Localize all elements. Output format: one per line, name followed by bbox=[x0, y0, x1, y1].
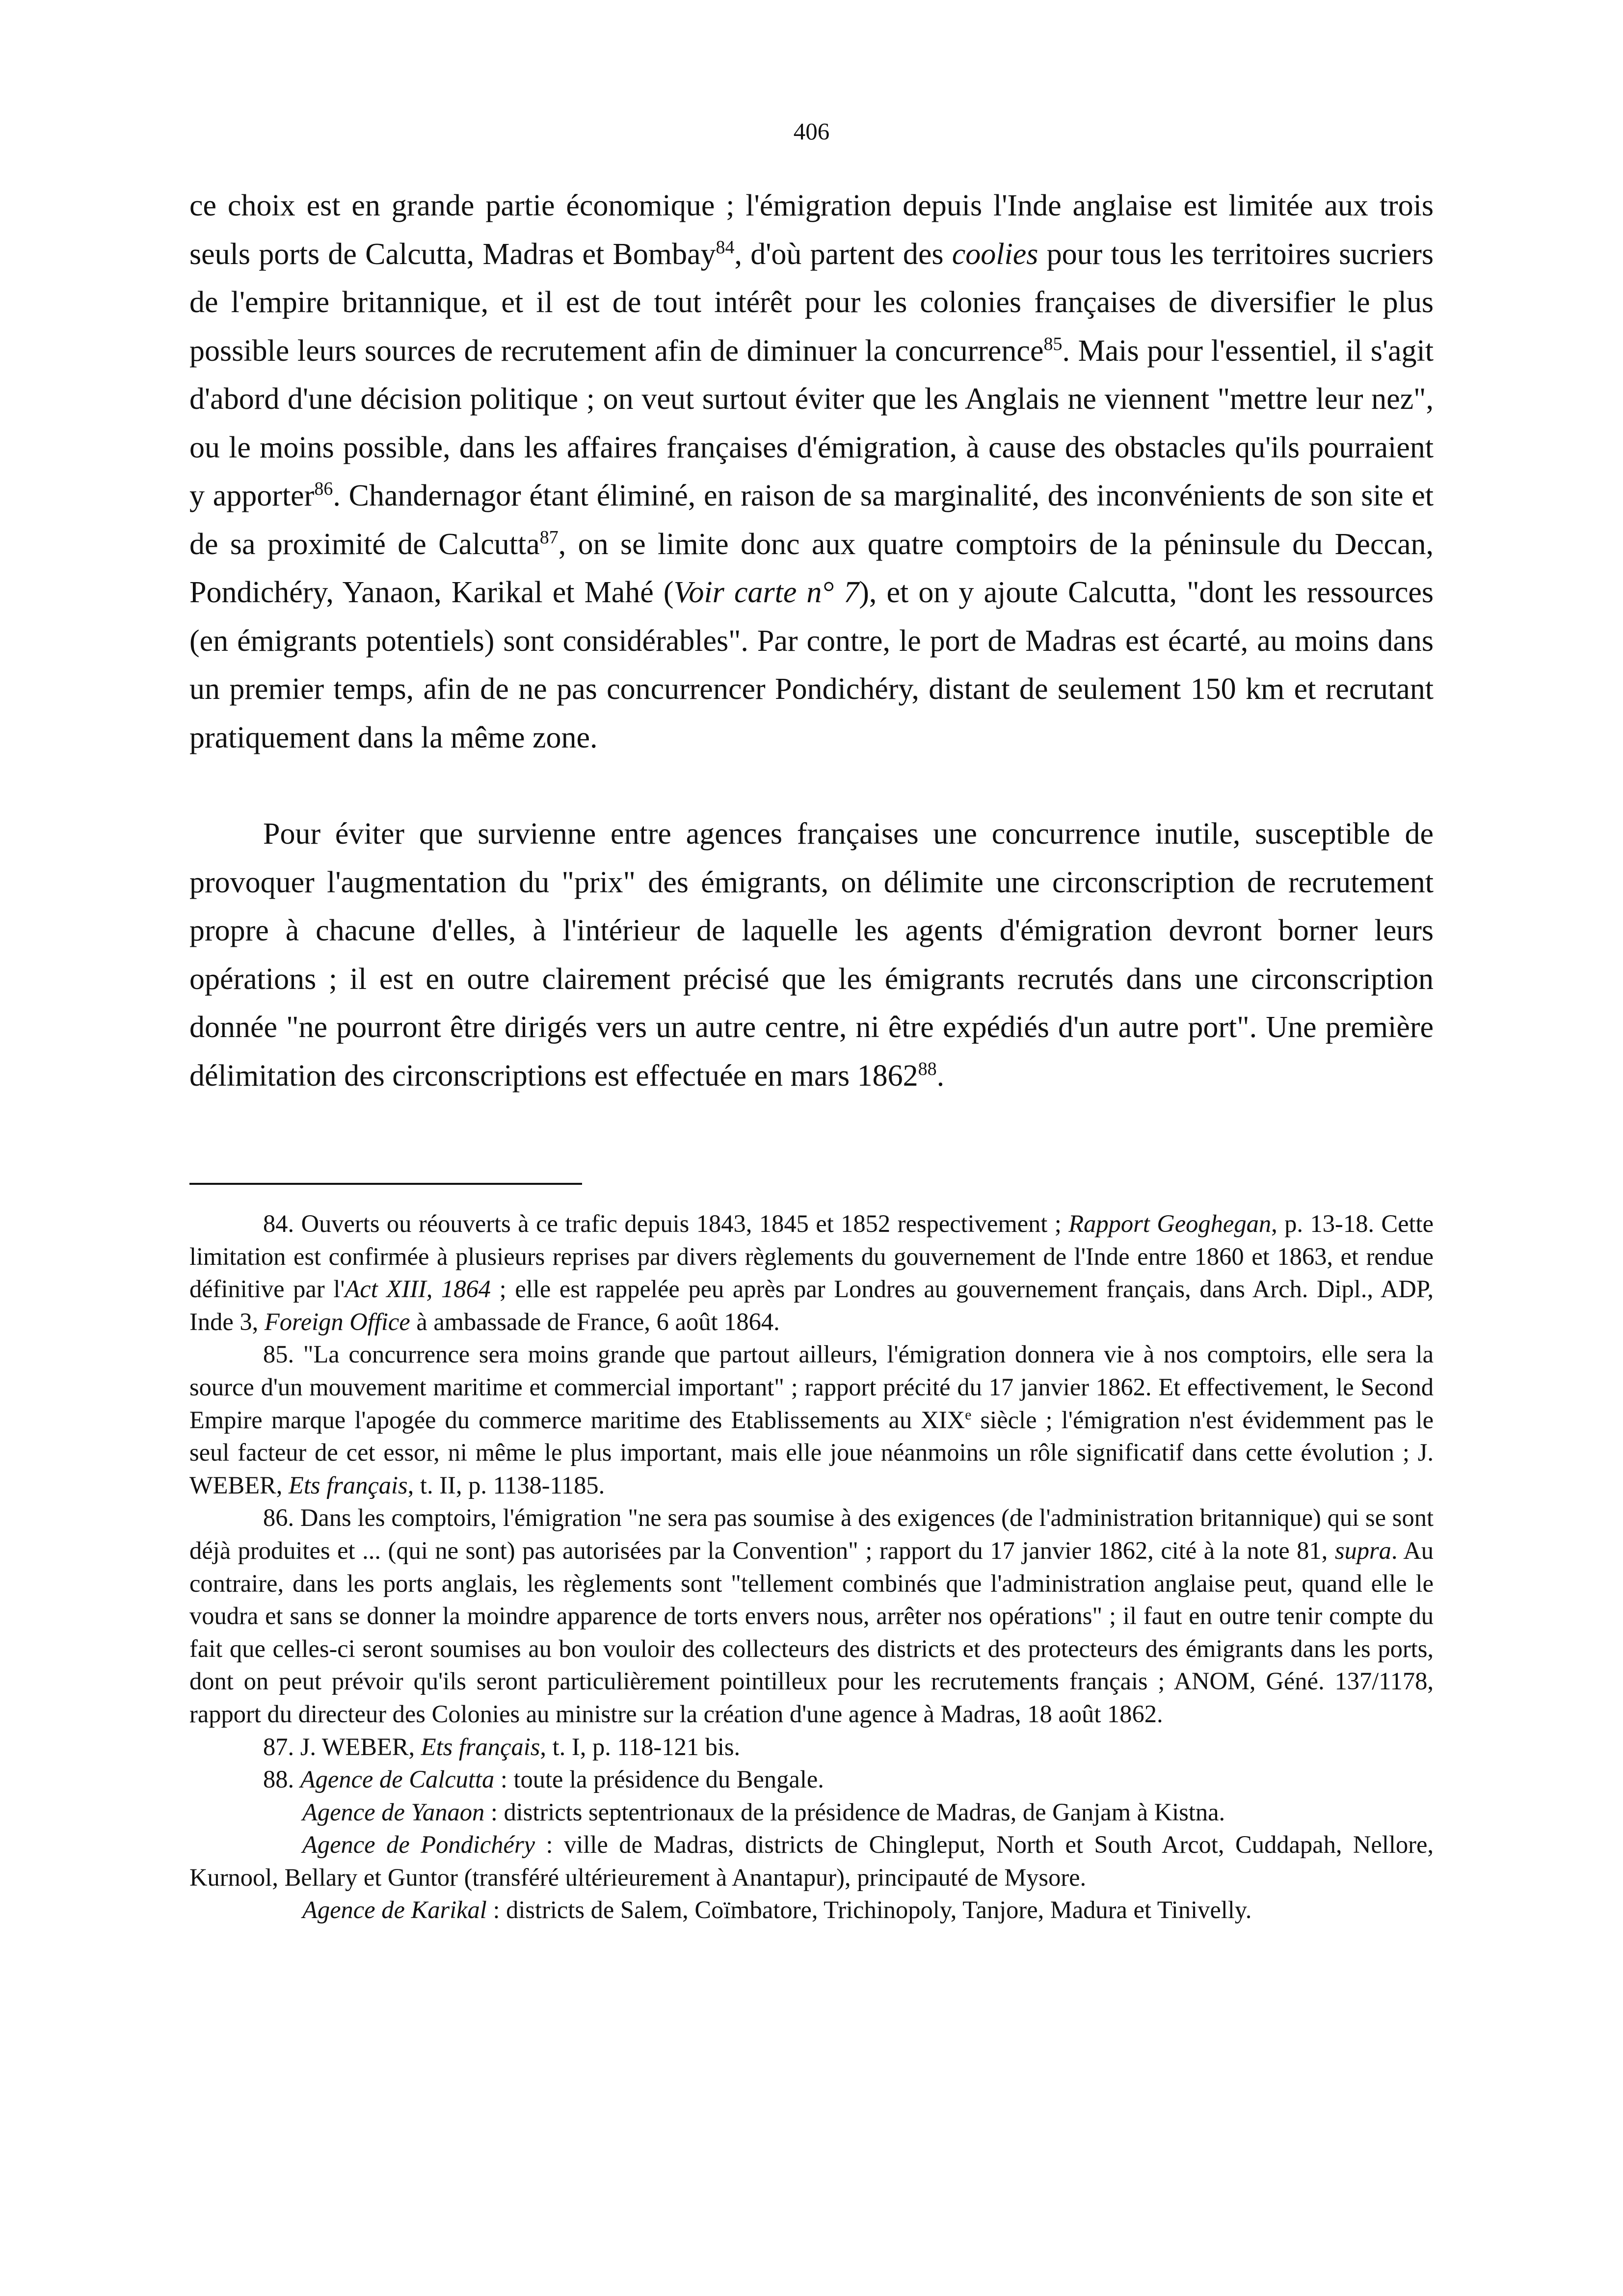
footnote-88 bbox=[189, 1763, 1434, 1796]
footnote-ref-85: 85 bbox=[1043, 333, 1063, 354]
superscript: e bbox=[965, 1406, 972, 1423]
text-run: 88. bbox=[263, 1765, 300, 1793]
footnote-84 bbox=[189, 1207, 1434, 1338]
footnote-ref-88: 88 bbox=[918, 1058, 937, 1079]
map-reference: Voir carte n° 7 bbox=[673, 576, 859, 609]
text-run: Pour éviter que survienne entre agences françaises une concurrence inutile, susceptible de provoquer l'augmentation du "prix" des émigrants, on délimite une circonscription de recrutement propre à chacune d'elles, à l'intérieur de laquelle les agents d'émigration devront borner leurs opérations ; il est en outre clairement précisé que les émigrants recrutés dans une circonscription donnée "ne pourront être dirigés vers un autre centre, ni être expédiés d'un autre port". Une première délimitation des circonscriptions est effectuée en mars 1862 bbox=[189, 817, 1434, 1093]
italic-title: Act XIII, 1864 bbox=[345, 1275, 491, 1303]
text-run: : districts septentrionaux de la présidence de Madras, de Ganjam à Kistna. bbox=[484, 1798, 1225, 1826]
italic-title: Foreign Office bbox=[264, 1308, 410, 1335]
text-run: , d'où partent des bbox=[734, 237, 952, 271]
italic-term: supra bbox=[1334, 1536, 1391, 1564]
italic-title: Rapport Geoghegan bbox=[1068, 1210, 1272, 1237]
footnote-ref-86: 86 bbox=[314, 479, 333, 499]
text-run: : ville de Madras, districts de Chingleput, North et South Arcot, Cuddapah, Nellore, Kurnool, Bellary et Guntor (transféré ultérieurement à Anantapur), principauté de Mysore. bbox=[189, 1831, 1434, 1891]
text-run: , p. 13-18. Cette limitation est confirmée à plusieurs reprises par divers règlements du gouvernement de l'Inde entre 1860 et 1863, et rendue définitive par l' bbox=[189, 1210, 1434, 1303]
text-run: . Au contraire, dans les ports anglais, les règlements sont "tellement combinés que l'administration anglaise peut, quand elle le voudra et sans se donner la moindre apparence de torts envers nous, arrêter nos opérations" ; il faut en outre tenir compte du fait que celles-ci seront soumises au bon vouloir des collecteurs des districts et des protecteurs des émigrants dans les ports, dont on peut prévoir qu'ils seront particulièrement pointilleux pour les recrutements français ; ANOM, Géné. 137/1178, rapport du directeur des Colonies au ministre sur la création d'une agence à Madras, 18 août 1862. bbox=[189, 1536, 1434, 1728]
text-run: . Mais pour l'essentiel, il s'agit d'abord d'une décision politique ; on veut surtout éviter que les Anglais ne viennent "mettre leur nez", ou le moins possible, dans les affaires françaises d'émigration, à cause des obstacles qu'ils pourraient y apporter bbox=[189, 334, 1434, 512]
text-run: 86. Dans les comptoirs, l'émigration "ne sera pas soumise à des exigences (de l'administration britannique) qui se sont déjà produites et ... (qui ne sont) pas autorisées par la Convention" ; rapport du 17 janvier 1862, cité à la note 81, bbox=[189, 1504, 1434, 1564]
agency-label-yanaon: Agence de Yanaon bbox=[302, 1798, 485, 1826]
text-run: . Chandernagor étant éliminé, en raison de sa marginalité, des inconvénients de son site et de sa proximité de Calcutta bbox=[189, 479, 1434, 561]
footnote-88-pondichery bbox=[189, 1828, 1434, 1894]
italic-title: Ets français bbox=[421, 1733, 540, 1761]
text-run: , t. II, p. 1138-1185. bbox=[407, 1471, 605, 1499]
footnote-88-karikal bbox=[189, 1894, 1434, 1926]
text-run: 85. "La concurrence sera moins grande que partout ailleurs, l'émigration donnera vie à nos comptoirs, elle sera la source d'un mouvement maritime et commercial important" ; rapport précité du 17 janvier 1862. Et effectivement, le Second Empire marque l'apogée du commerce maritime des Etablissements au XIX bbox=[189, 1340, 1434, 1434]
text-run: : districts de Salem, Coïmbatore, Trichinopoly, Tanjore, Madura et Tinivelly. bbox=[486, 1896, 1252, 1924]
italic-title: Ets français bbox=[288, 1471, 408, 1499]
text-run: siècle ; l'émigration n'est évidemment pas le seul facteur de cet essor, ni même le plus important, mais elle joue néanmoins un rôle significatif dans cette évolution ; J. WEBER, bbox=[189, 1406, 1434, 1499]
text-run: ; elle est rappelée peu après par Londres au gouvernement français, dans Arch. Dipl., ADP, Inde 3, bbox=[189, 1275, 1434, 1335]
text-run: à ambassade de France, 6 août 1864. bbox=[410, 1308, 780, 1335]
footnote-separator bbox=[189, 1183, 582, 1185]
text-run: : toute la présidence du Bengale. bbox=[494, 1765, 824, 1793]
paragraph-2 bbox=[189, 810, 1434, 1100]
footnote-86 bbox=[189, 1501, 1434, 1730]
footnote-ref-84: 84 bbox=[716, 237, 735, 258]
paragraph-1 bbox=[189, 182, 1434, 762]
footnote-88-yanaon bbox=[189, 1796, 1434, 1829]
text-run: . bbox=[936, 1059, 945, 1093]
footnote-ref-87: 87 bbox=[539, 527, 559, 548]
agency-label-pondichery: Agence de Pondichéry bbox=[302, 1831, 535, 1859]
agency-label-karikal: Agence de Karikal bbox=[302, 1896, 487, 1924]
text-run: ce choix est en grande partie économique ; l'émigration depuis l'Inde anglaise est limitée aux trois seuls ports de Calcutta, Madras et Bombay bbox=[189, 189, 1434, 271]
footnote-85 bbox=[189, 1338, 1434, 1501]
text-run: 84. Ouverts ou réouverts à ce trafic depuis 1843, 1845 et 1852 respectivement ; bbox=[263, 1210, 1069, 1237]
text-run: pour tous les territoires sucriers de l'empire britannique, et il est de tout intérêt pour les colonies françaises de diversifier le plus possible leurs sources de recrutement afin de diminuer la concurrence bbox=[189, 237, 1434, 368]
main-text bbox=[189, 182, 1434, 1100]
text-run: , on se limite donc aux quatre comptoirs de la péninsule du Deccan, Pondichéry, Yanaon, Karikal et Mahé ( bbox=[189, 527, 1434, 609]
italic-term: coolies bbox=[952, 237, 1038, 271]
page-number: 406 bbox=[793, 118, 830, 145]
footnotes bbox=[189, 1207, 1434, 1926]
text-run: 87. J. WEBER, bbox=[263, 1733, 421, 1761]
footnote-87 bbox=[189, 1731, 1434, 1763]
text-run: , t. I, p. 118-121 bis. bbox=[540, 1733, 741, 1761]
agency-label-calcutta: Agence de Calcutta bbox=[300, 1765, 495, 1793]
text-run: ), et on y ajoute Calcutta, "dont les ressources (en émigrants potentiels) sont considérables". Par contre, le port de Madras est écarté, au moins dans un premier temps, afin de ne pas concurrencer Pondichéry, distant de seulement 150 km et recrutant pratiquement dans la même zone. bbox=[189, 576, 1434, 754]
